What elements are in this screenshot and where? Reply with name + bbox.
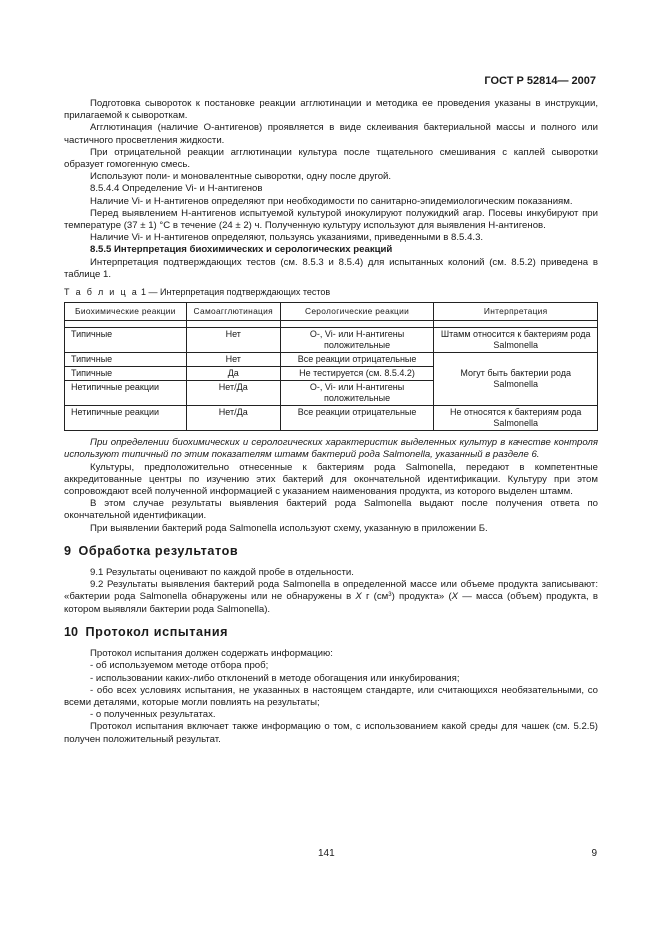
table-cell-merged: Могут быть бактерии рода Salmonella: [434, 353, 598, 406]
paragraph-formula: [64, 579, 598, 616]
table-cell: Типичные: [65, 328, 187, 353]
footer-page-number-center: 141: [318, 848, 335, 859]
interpretation-table: [64, 302, 598, 431]
table-cell: Нетипичные реакции: [65, 406, 187, 431]
table-header-cell: Самоагглютинация: [186, 303, 280, 321]
document-header-id: ГОСТ Р 52814— 2007: [484, 75, 596, 87]
table-cell: Нет: [186, 328, 280, 353]
table-cell: Нетипичные реакции: [65, 381, 187, 406]
table-cell: Нет/Да: [186, 406, 280, 431]
paragraph: В этом случае результаты выявления бактерий рода Salmonella выдают после получения ответа по окончательной идентификации.: [64, 498, 598, 522]
section-number: 10: [64, 624, 79, 639]
paragraph: Протокол испытания должен содержать информацию:: [90, 648, 333, 660]
table-cell: Типичные: [65, 367, 187, 381]
subsection-heading-bold: 8.5.5 Интерпретация биохимических и серологических реакций: [90, 244, 393, 256]
table-header-cell: Биохимические реакции: [65, 303, 187, 321]
text-run: г (см: [361, 591, 389, 603]
table-cell: Все реакции отрицательные: [280, 406, 434, 431]
text-run: 9.2 Результаты выявления бактерий рода Salmonella в определенной массе или объеме продукта записывают: «бактерии рода Salmonella обнаружены или не обнаружены в: [64, 579, 598, 603]
section-title: Протокол испытания: [85, 624, 229, 639]
list-item: - об используемом методе отбора проб;: [90, 660, 269, 672]
text-run: — масса (объем) продукта, в котором выявляли бактерии рода Salmonella).: [64, 591, 598, 615]
text-run: ) продукта» (: [391, 591, 452, 603]
table-cell: Не тестируется (см. 8.5.4.2): [280, 367, 434, 381]
section-title: Обработка результатов: [78, 543, 239, 558]
paragraph: Протокол испытания включает также информацию о том, с использованием какой среды для чашек (см. 5.2.5) получен положительный результат.: [64, 721, 598, 745]
table-caption-text: 1 — Интерпретация подтверждающих тестов: [141, 287, 331, 298]
paragraph: 9.1 Результаты оценивают по каждой пробе в отдельности.: [90, 567, 354, 579]
table-caption-prefix: Т а б л и ц а: [64, 287, 139, 298]
table-cell: Да: [186, 367, 280, 381]
paragraph: Подготовка сывороток к постановке реакции агглютинации и методика ее проведения указаны в инструкции, прилагаемой к сывороткам.: [64, 98, 598, 122]
table-row: [65, 328, 598, 353]
table-cell: Все реакции отрицательные: [280, 353, 434, 367]
table-gap-row: [65, 321, 598, 328]
variable-x: X: [451, 591, 459, 603]
table-row: [65, 353, 598, 367]
main-content: [64, 98, 598, 746]
table-cell: Нет: [186, 353, 280, 367]
paragraph: Используют поли- и моновалентные сыворотки, одну после другой.: [90, 171, 392, 183]
table-cell: Не относятся к бактериям рода Salmonella: [434, 406, 598, 431]
table-cell: О-, Vi- или Н-антигены положительные: [280, 328, 434, 353]
paragraph: Перед выявлением Н-антигенов испытуемой культурой инокулируют полужидкий агар. Посевы инкубируют при температуре (37 ± 1) °С в течение (24 ± 2) ч. Полученную культуру используют для выявления Н-антигенов.: [64, 207, 598, 232]
section-heading-9: [64, 545, 598, 557]
table-cell: О-, Vi- или Н-антигены положительные: [280, 381, 434, 406]
table-cell: Нет/Да: [186, 381, 280, 406]
table-header-cell: Серологические реакции: [280, 303, 434, 321]
paragraph: При выявлении бактерий рода Salmonella используют схему, указанную в приложении Б.: [90, 522, 488, 534]
table-cell: Штамм относится к бактериям рода Salmonella: [434, 328, 598, 353]
list-item: - использовании каких-либо отклонений в методе обогащения или инкубирования;: [90, 672, 460, 684]
paragraph: Интерпретация подтверждающих тестов (см. 8.5.3 и 8.5.4) для испытанных колоний (см. 8.5.2) приведена в таблице 1.: [64, 256, 598, 280]
section-heading-10: [64, 626, 598, 638]
paragraph: Агглютинация (наличие О-антигенов) проявляется в виде склеивания бактериальной массы и полного или частичного просветления жидкости.: [64, 122, 598, 146]
italic-note: При определении биохимических и серологических характеристик выделенных культур в качестве контроля используют типичный по этим показателям штамм бактерий рода Salmonella, указанный в разделе 6.: [64, 437, 598, 461]
footer-page-number-right: 9: [591, 848, 597, 859]
superscript: 3: [388, 592, 392, 599]
list-item: - о полученных результатах.: [90, 709, 216, 721]
paragraph: Наличие Vi- и Н-антигенов определяют при необходимости по санитарно-эпидемиологическим показаниям.: [90, 195, 573, 207]
table-header-cell: Интерпретация: [434, 303, 598, 321]
paragraph: При отрицательной реакции агглютинации культура после тщательного смешивания с каплей сыворотки образует гомогенную смесь.: [64, 146, 598, 171]
subsection-heading: 8.5.4.4 Определение Vi- и Н-антигенов: [90, 183, 263, 195]
table-row: [65, 406, 598, 431]
section-number: 9: [64, 543, 72, 558]
paragraph: Наличие Vi- и Н-антигенов определяют, пользуясь указаниями, приведенными в 8.5.4.3.: [90, 232, 484, 244]
paragraph: Культуры, предположительно отнесенные к бактериям рода Salmonella, передают в компетентные аккредитованные центры по изучению этих бактерий для окончательной идентификации. Культуру при этом сопровождают всей полученной информацией с указанием наименования продукта, из которого выделен штамм.: [64, 461, 598, 498]
table-cell: Типичные: [65, 353, 187, 367]
list-item: - обо всех условиях испытания, не указанных в настоящем стандарте, или считающихся необязательными, со всеми деталями, которые могли повлиять на результаты;: [64, 684, 598, 708]
variable-x: X: [355, 591, 362, 603]
table-caption: [64, 286, 598, 298]
